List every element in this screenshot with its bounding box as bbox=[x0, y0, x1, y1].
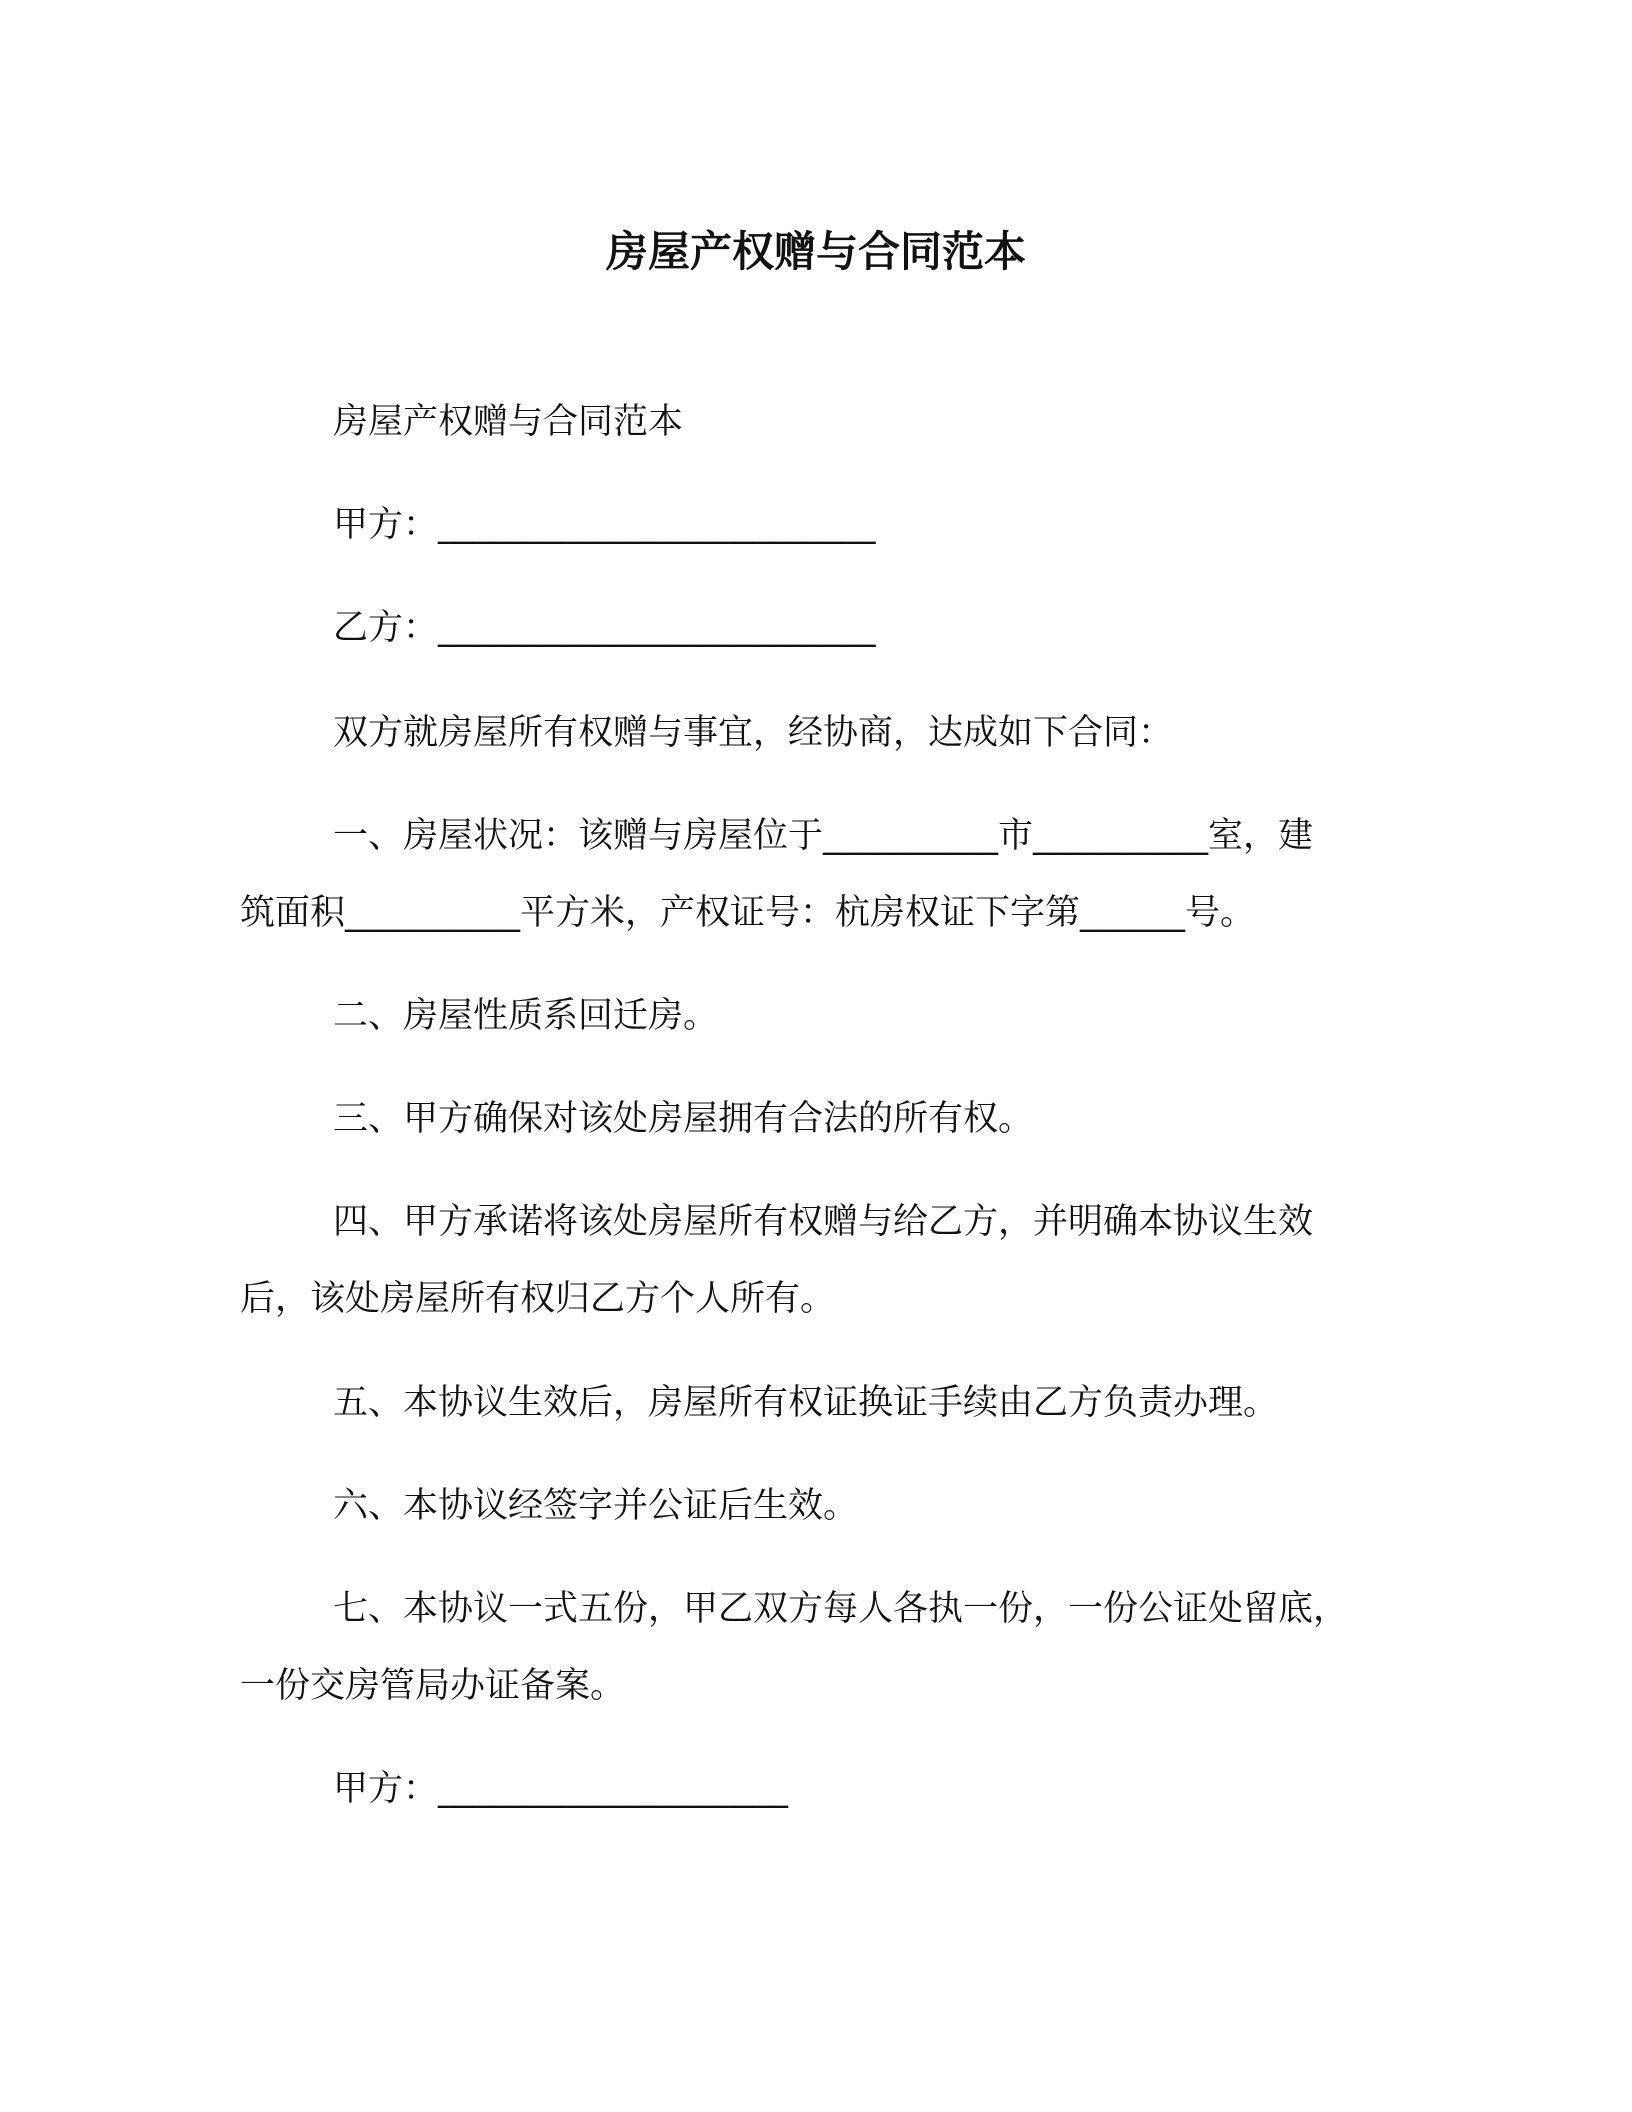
clause-3: 三、甲方确保对该处房屋拥有合法的所有权。 bbox=[333, 1099, 1034, 1139]
signature-party-a: 甲方：____________________ bbox=[333, 1769, 789, 1809]
clause-4-line-2: 后，该处房屋所有权归乙方个人所有。 bbox=[240, 1279, 836, 1319]
document-title: 房屋产权赠与合同范本 bbox=[605, 227, 1026, 276]
clause-5: 五、本协议生效后，房屋所有权证换证手续由乙方负责办理。 bbox=[333, 1383, 1279, 1423]
clause-6: 六、本协议经签字并公证后生效。 bbox=[333, 1486, 859, 1526]
clause-7-line-1: 七、本协议一式五份，甲乙双方每人各执一份，一份公证处留底， bbox=[333, 1589, 1349, 1629]
document-subtitle: 房屋产权赠与合同范本 bbox=[333, 402, 684, 442]
clause-1-line-1: 一、房屋状况：该赠与房屋位于__________市__________室，建 bbox=[333, 816, 1314, 856]
party-b-line: 乙方：_________________________ bbox=[333, 608, 876, 648]
clause-7-line-2: 一份交房管局办证备案。 bbox=[240, 1666, 626, 1706]
clause-1-line-2: 筑面积__________平方米，产权证号：杭房权证下字第______号。 bbox=[240, 893, 1256, 933]
intro-paragraph: 双方就房屋所有权赠与事宜，经协商，达成如下合同： bbox=[333, 713, 1174, 753]
party-a-line: 甲方：_________________________ bbox=[333, 505, 876, 545]
clause-2: 二、房屋性质系回迁房。 bbox=[333, 996, 719, 1036]
clause-4-line-1: 四、甲方承诺将该处房屋所有权赠与给乙方，并明确本协议生效 bbox=[333, 1202, 1314, 1242]
